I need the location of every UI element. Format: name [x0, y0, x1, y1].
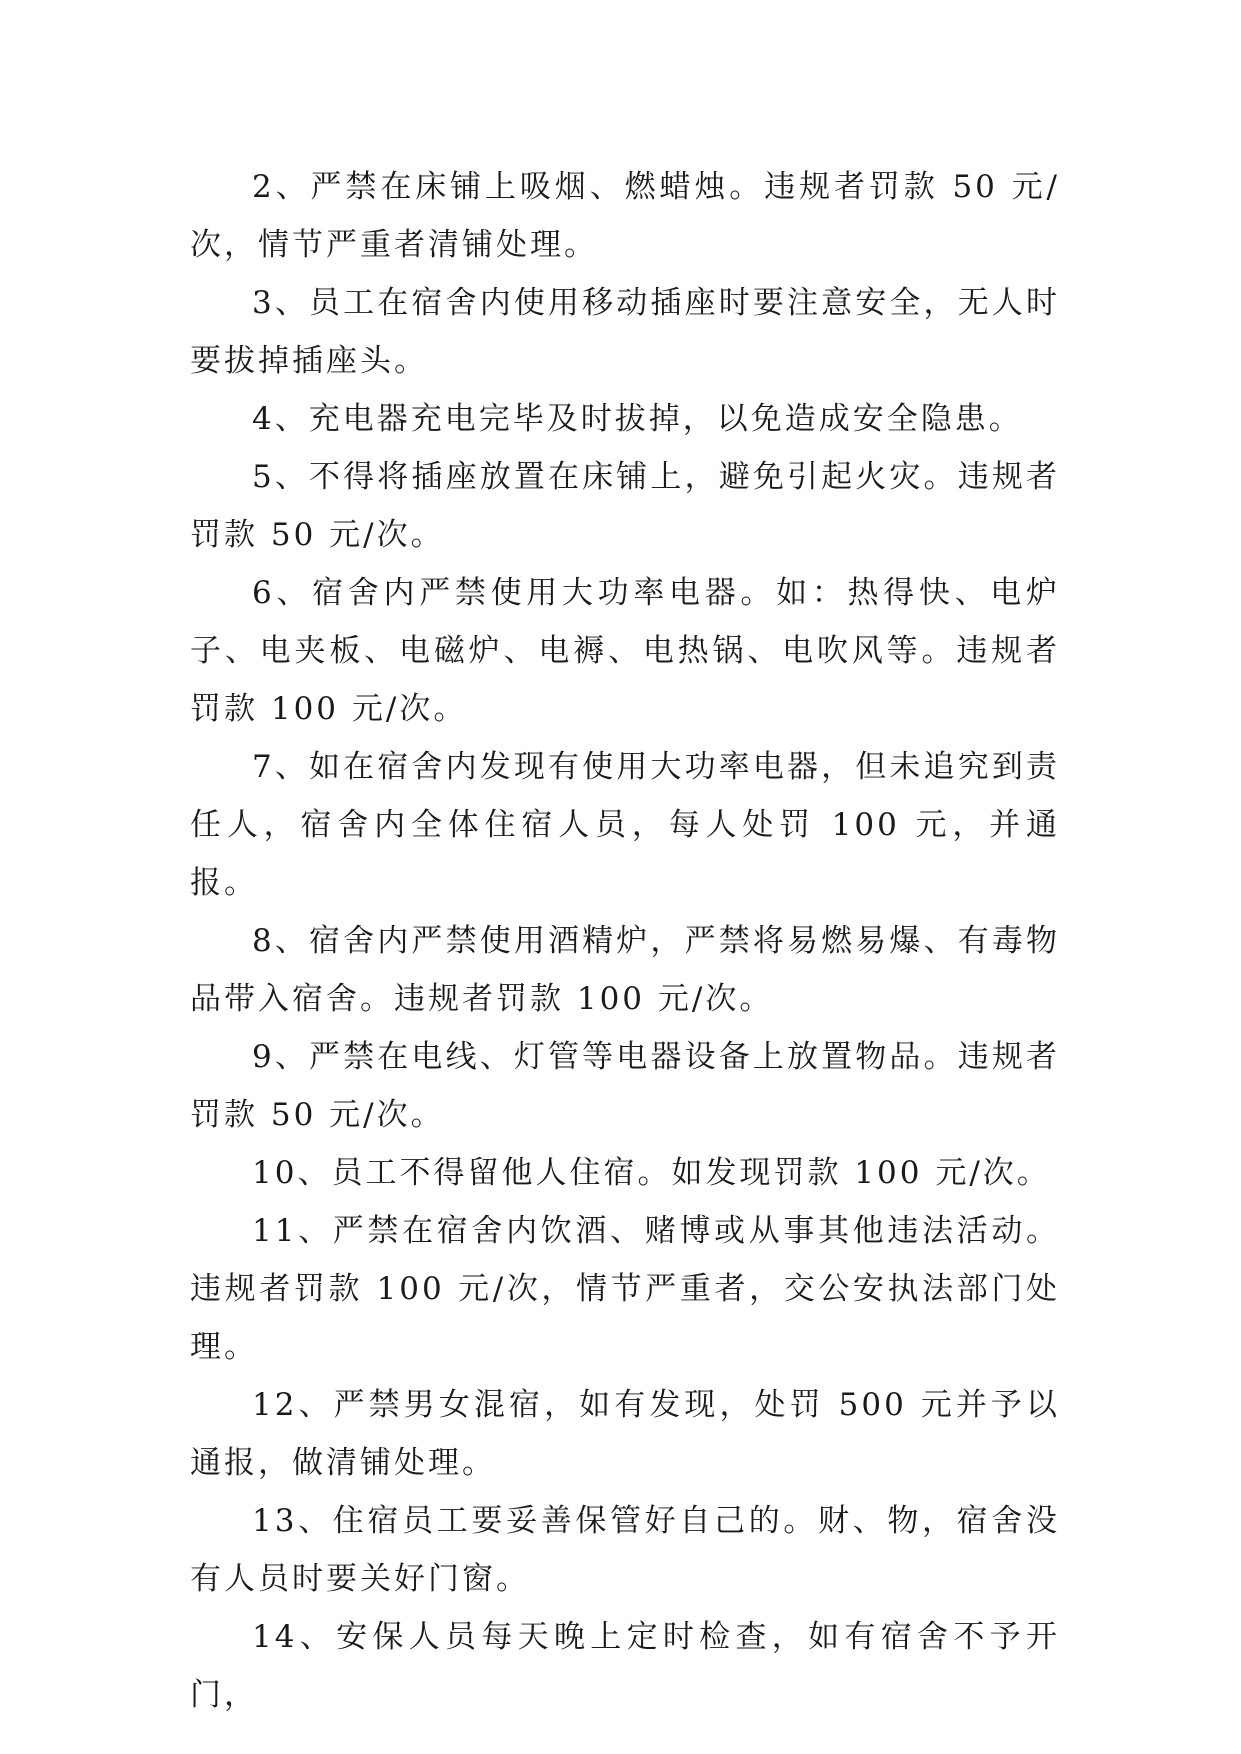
rule-paragraph-4: 4、充电器充电完毕及时拔掉，以免造成安全隐患。 — [252, 401, 1023, 437]
rule-paragraph-10: 10、员工不得留他人住宿。如发现罚款 100 元/次。 — [252, 1155, 1051, 1191]
rule-paragraph-8: 8、宿舍内严禁使用酒精炉，严禁将易燃易爆、有毒物品带入宿舍。违规者罚款 100 元/次。 — [190, 923, 1060, 1017]
rule-paragraph-2: 2、严禁在床铺上吸烟、燃蜡烛。违规者罚款 50 元/次，情节严重者清铺处理。 — [190, 169, 1060, 263]
rule-paragraph-14: 14、安保人员每天晚上定时检查，如有宿舍不予开门， — [190, 1619, 1060, 1713]
rule-paragraph-6: 6、宿舍内严禁使用大功率电器。如：热得快、电炉子、电夹板、电磁炉、电褥、电热锅、电吹风等。违规者罚款 100 元/次。 — [190, 575, 1060, 727]
rule-paragraph-7: 7、如在宿舍内发现有使用大功率电器，但未追究到责任人，宿舍内全体住宿人员，每人处罚 100 元，并通报。 — [190, 749, 1060, 901]
rule-paragraph-9: 9、严禁在电线、灯管等电器设备上放置物品。违规者罚款 50 元/次。 — [190, 1039, 1060, 1133]
rule-paragraph-13: 13、住宿员工要妥善保管好自己的。财、物，宿舍没有人员时要关好门窗。 — [190, 1503, 1060, 1597]
rule-paragraph-5: 5、不得将插座放置在床铺上，避免引起火灾。违规者罚款 50 元/次。 — [190, 459, 1060, 553]
rule-paragraph-12: 12、严禁男女混宿，如有发现，处罚 500 元并予以通报，做清铺处理。 — [190, 1387, 1060, 1481]
document-body — [190, 158, 1060, 1724]
rule-paragraph-11: 11、严禁在宿舍内饮酒、赌博或从事其他违法活动。违规者罚款 100 元/次，情节严重者，交公安执法部门处理。 — [190, 1213, 1060, 1365]
rule-paragraph-3: 3、员工在宿舍内使用移动插座时要注意安全，无人时要拔掉插座头。 — [190, 285, 1060, 379]
